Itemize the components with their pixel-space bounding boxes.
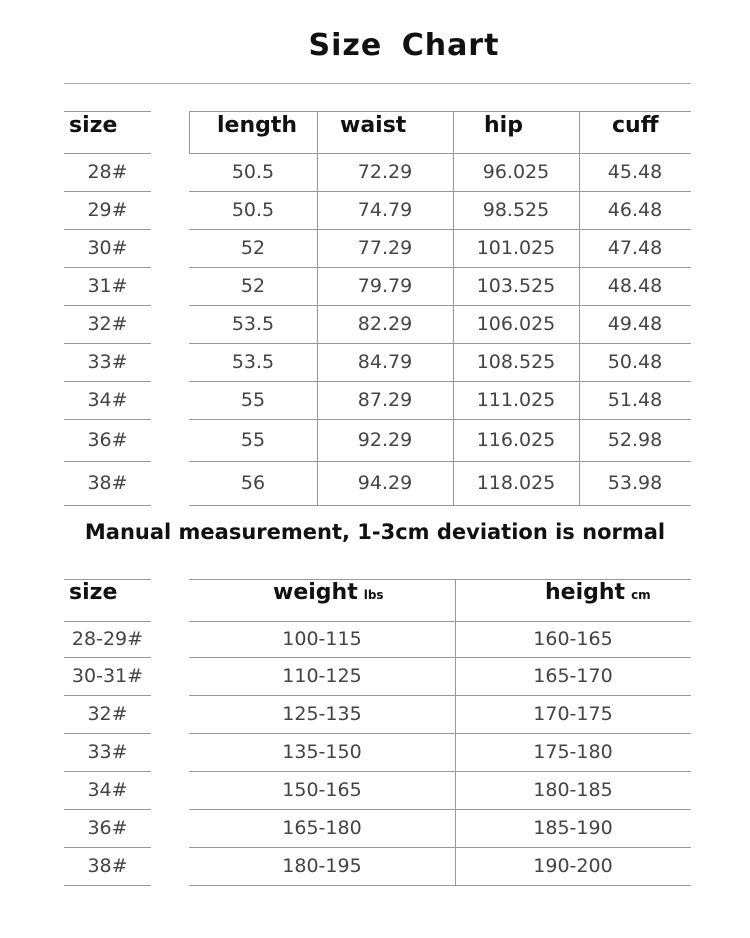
table-row-divider	[189, 305, 691, 306]
length-cell: 50.5	[231, 161, 275, 183]
length-cell: 56	[240, 472, 266, 494]
column-header-height	[545, 580, 651, 608]
table-row-divider	[189, 111, 691, 112]
table-row-divider	[189, 771, 691, 772]
table-row-divider	[189, 343, 691, 344]
waist-cell: 92.29	[357, 429, 413, 451]
column-header-label: height	[545, 580, 626, 605]
size-cell: 29#	[87, 199, 128, 221]
size-cell: 38#	[87, 472, 128, 494]
column-unit-label: cm	[631, 588, 651, 602]
table-row-divider	[189, 461, 691, 462]
length-cell: 55	[240, 389, 266, 411]
size-cell: 33#	[87, 741, 128, 763]
table-row-divider	[189, 695, 691, 696]
size-cell: 38#	[87, 855, 128, 877]
cuff-cell: 45.48	[607, 161, 663, 183]
hip-cell: 116.025	[476, 429, 556, 451]
table-column-divider	[189, 111, 190, 153]
waist-cell: 87.29	[357, 389, 413, 411]
table-row-divider	[189, 657, 691, 658]
column-header-label: weight	[273, 580, 358, 605]
hip-cell: 118.025	[476, 472, 556, 494]
weight-cell: 165-180	[282, 817, 362, 839]
cuff-cell: 49.48	[607, 313, 663, 335]
table-row-divider	[64, 885, 151, 886]
column-header-size	[69, 580, 117, 606]
size-cell: 32#	[87, 703, 128, 725]
table-row-divider	[189, 191, 691, 192]
length-cell: 53.5	[231, 351, 275, 373]
table-row-divider	[189, 885, 691, 886]
column-header-label: size	[69, 580, 118, 605]
table-row-divider	[64, 847, 151, 848]
table-row-divider	[189, 229, 691, 230]
table-row-divider	[64, 505, 151, 506]
height-cell: 190-200	[533, 855, 613, 877]
cuff-cell: 50.48	[607, 351, 663, 373]
table-row-divider	[64, 381, 151, 382]
table-row-divider	[189, 505, 691, 506]
length-cell: 52	[240, 237, 266, 259]
cuff-cell: 47.48	[607, 237, 663, 259]
waist-cell: 82.29	[357, 313, 413, 335]
size-cell: 31#	[87, 275, 128, 297]
column-header-size: size	[69, 113, 118, 138]
length-cell: 50.5	[231, 199, 275, 221]
weight-cell: 135-150	[282, 741, 362, 763]
waist-cell: 74.79	[357, 199, 413, 221]
hip-cell: 108.525	[476, 351, 556, 373]
size-cell: 30-31#	[71, 665, 144, 687]
cuff-cell: 51.48	[607, 389, 663, 411]
column-header-waist: waist	[340, 113, 407, 138]
table-column-divider	[455, 579, 456, 885]
size-cell: 36#	[87, 429, 128, 451]
length-cell: 52	[240, 275, 266, 297]
table-row-divider	[189, 153, 691, 154]
height-cell: 170-175	[533, 703, 613, 725]
hip-cell: 111.025	[476, 389, 556, 411]
title-divider	[64, 83, 691, 84]
waist-cell: 84.79	[357, 351, 413, 373]
table-row-divider	[64, 305, 151, 306]
table-row-divider	[189, 847, 691, 848]
page-title: Size Chart	[308, 28, 500, 63]
table-row-divider	[189, 381, 691, 382]
height-cell: 180-185	[533, 779, 613, 801]
size-cell: 32#	[87, 313, 128, 335]
table-row-divider	[64, 419, 151, 420]
table-row-divider	[189, 419, 691, 420]
size-cell: 34#	[87, 389, 128, 411]
table-row-divider	[189, 267, 691, 268]
table-row-divider	[64, 267, 151, 268]
hip-cell: 106.025	[476, 313, 556, 335]
column-unit-label: lbs	[363, 588, 384, 602]
table-row-divider	[64, 733, 151, 734]
weight-cell: 110-125	[282, 665, 362, 687]
hip-cell: 101.025	[476, 237, 556, 259]
table-row-divider	[64, 153, 151, 154]
table-row-divider	[189, 621, 691, 622]
column-header-hip: hip	[484, 113, 523, 138]
measurement-note: Manual measurement, 1-3cm deviation is normal	[84, 520, 666, 544]
column-header-length: length	[217, 113, 298, 138]
height-cell: 160-165	[533, 628, 613, 650]
weight-cell: 125-135	[282, 703, 362, 725]
weight-cell: 100-115	[282, 628, 362, 650]
cuff-cell: 52.98	[607, 429, 663, 451]
cuff-cell: 46.48	[607, 199, 663, 221]
waist-cell: 79.79	[357, 275, 413, 297]
column-header-cuff: cuff	[612, 113, 659, 138]
table-row-divider	[64, 229, 151, 230]
length-cell: 53.5	[231, 313, 275, 335]
size-cell: 28#	[87, 161, 128, 183]
height-cell: 165-170	[533, 665, 613, 687]
table-row-divider	[64, 343, 151, 344]
size-cell: 34#	[87, 779, 128, 801]
table-row-divider	[64, 657, 151, 658]
table-row-divider	[64, 809, 151, 810]
table-row-divider	[64, 191, 151, 192]
length-cell: 55	[240, 429, 266, 451]
height-cell: 175-180	[533, 741, 613, 763]
waist-cell: 72.29	[357, 161, 413, 183]
table-row-divider	[64, 621, 151, 622]
size-cell: 33#	[87, 351, 128, 373]
weight-cell: 150-165	[282, 779, 362, 801]
table-row-divider	[64, 771, 151, 772]
size-cell: 28-29#	[71, 628, 144, 650]
table-row-divider	[64, 111, 151, 112]
table-row-divider	[189, 809, 691, 810]
size-cell: 36#	[87, 817, 128, 839]
hip-cell: 103.525	[476, 275, 556, 297]
waist-cell: 77.29	[357, 237, 413, 259]
weight-cell: 180-195	[282, 855, 362, 877]
hip-cell: 98.525	[482, 199, 550, 221]
table-row-divider	[64, 461, 151, 462]
height-cell: 185-190	[533, 817, 613, 839]
table-row-divider	[189, 733, 691, 734]
cuff-cell: 53.98	[607, 472, 663, 494]
cuff-cell: 48.48	[607, 275, 663, 297]
waist-cell: 94.29	[357, 472, 413, 494]
size-cell: 30#	[87, 237, 128, 259]
column-header-weight	[273, 580, 384, 608]
hip-cell: 96.025	[482, 161, 550, 183]
table-row-divider	[64, 695, 151, 696]
